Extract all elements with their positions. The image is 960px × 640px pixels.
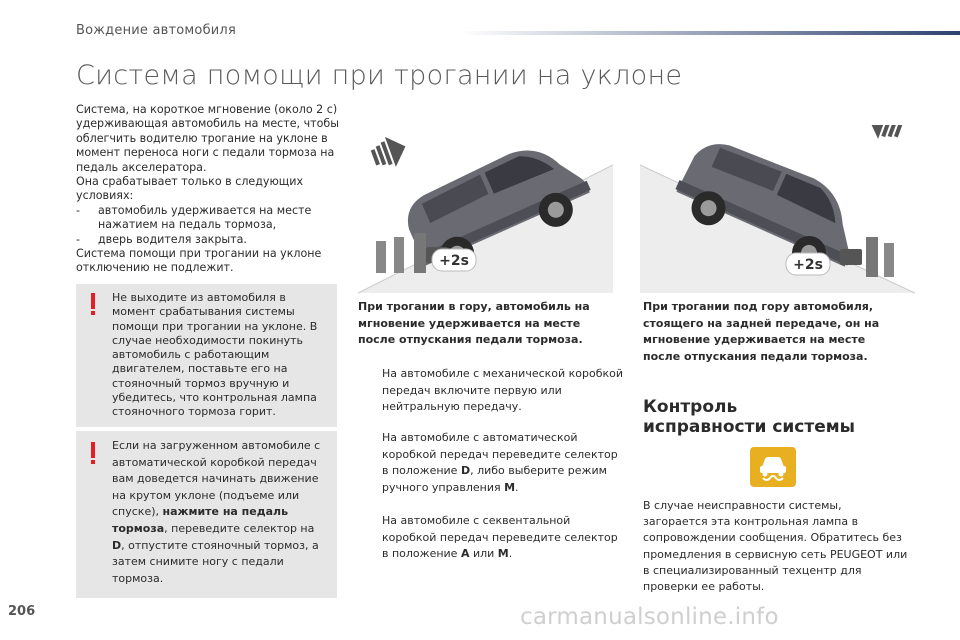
control-text: В случае неисправности системы, загорается эта контрольная лампа в сопровождении сообщения. Обратитесь без промедления в сервисную сеть PEUGEOT или в специализированный техцентр для проверки ее работы. <box>643 499 908 594</box>
warning-text: Если на загруженном автомобиле с автоматической коробкой передач вам доведется начинать движение на крутом уклоне (подъеме или спуске), нажмите на педаль тормоза, переведите селектор на D, отпустите стояночный тормоз, а затем снимите ногу с педали тормоза. <box>112 439 321 585</box>
motion-arrow-icon <box>863 125 906 145</box>
warning-text: Не выходите из автомобиля в момент срабатывания системы помощи при трогании на уклоне. В случае необходимости покинуть автомобиль с работающим двигателем, поставьте его на стояночный тормоз вручную и убедитесь, что контрольная лампа стояночного тормоза горит. <box>112 291 318 419</box>
exclamation-icon <box>90 442 96 464</box>
dash-item: - дверь водителя закрыта. <box>76 232 247 246</box>
downhill-illustration <box>640 125 915 295</box>
section-header: Вождение автомобиля <box>76 23 236 38</box>
timer-badge: +2s <box>439 253 469 269</box>
warning-box <box>76 431 337 598</box>
warning-box <box>76 284 337 427</box>
list-item: На автомобиле с механической коробкой передач включите первую или нейтральную передачу. <box>382 367 624 413</box>
page-number: 206 <box>8 604 36 619</box>
intro-paragraph-2: Она срабатывает только в следующих условиях: <box>76 175 304 203</box>
motion-arrow-icon <box>368 131 411 173</box>
uphill-caption: При трогании в гору, автомобиль на мгновение удерживается на месте после отпускания педали тормоза. <box>358 300 590 346</box>
dash-item: - автомобиль удерживается на месте нажатием на педаль тормоза, <box>76 203 312 232</box>
intro-text <box>76 103 340 276</box>
section-title: Контроль исправности системы <box>643 397 856 437</box>
list-item: На автомобиле с автоматической коробкой передач переведите селектор в положение D, либо выберите режим ручного управления M. <box>382 431 618 494</box>
exclamation-icon <box>90 293 96 315</box>
header-bar <box>460 31 960 35</box>
intro-paragraph-3: Система помощи при трогании на уклоне отключению не подлежит. <box>76 247 322 275</box>
list-item: На автомобиле с секвентальной коробкой передач переведите селектор в положение A или M. <box>382 514 618 560</box>
downhill-caption: При трогании под гору автомобиля, стоящего на задней передаче, он на мгновение удерживается на месте после отпускания педали тормоза. <box>643 300 880 363</box>
intro-paragraph-1: Система, на короткое мгновение (около 2 с) удерживающая автомобиль на месте, чтобы облегчить водителю трогание на уклоне в момент переноса ноги с педали тормоза на педаль акселератора. <box>76 103 339 174</box>
watermark: carmanualsonline.info <box>520 604 779 630</box>
timer-badge: +2s <box>793 257 823 273</box>
uphill-illustration <box>358 125 613 295</box>
page-title: Система помощи при трогании на уклоне <box>76 60 683 91</box>
skid-warning-lamp-icon <box>750 447 796 487</box>
